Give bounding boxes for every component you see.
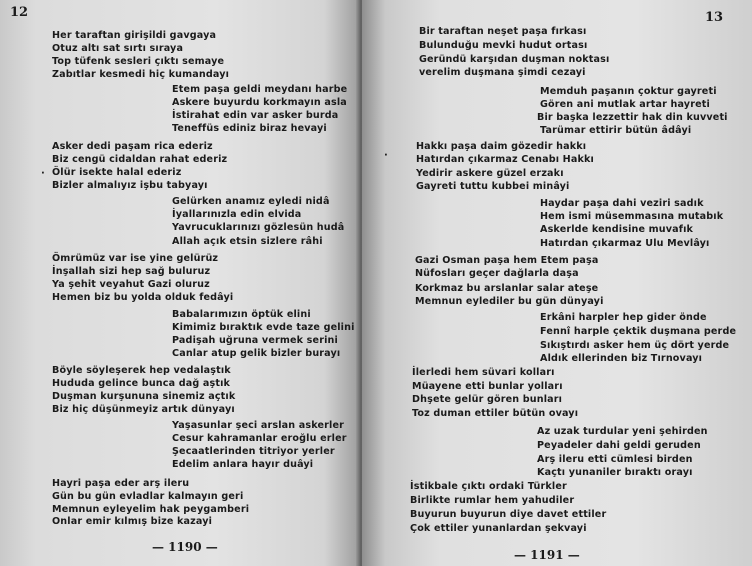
page-footer-number: — 1190 — — [152, 540, 218, 554]
page-number: 13 — [705, 10, 724, 25]
verse-line: Gazi Osman paşa hem Etem paşa — [415, 255, 599, 266]
verse-line: Kimimiz bıraktık evde taze gelini — [172, 322, 355, 333]
verse-line: Memduh paşanın çoktur gayreti — [540, 86, 717, 97]
verse-line: Nüfosları geçer dağlarla daşa — [415, 268, 579, 279]
verse-line: Padişah uğruna vermek serini — [172, 335, 338, 346]
verse-line: Birlikte rumlar hem yahudiler — [410, 495, 575, 506]
verse-line: Her taraftan girişildi gavgaya — [52, 30, 217, 41]
verse-line: Otuz altı sat sırtı sıraya — [52, 43, 184, 54]
verse-line: Erkâni harpler hep gider önde — [540, 312, 707, 323]
verse-line: Yavrucuklarınızı gözlesün hudâ — [172, 222, 345, 233]
verse-line: İstirahat edin var asker burda — [172, 110, 339, 121]
page-number: 12 — [10, 5, 29, 20]
verse-line: İlerledi hem süvari kolları — [412, 367, 555, 378]
verse-line: Buyurun buyurun diye davet ettiler — [410, 509, 607, 520]
verse-line: Haydar paşa dahi veziri sadık — [540, 198, 704, 209]
verse-line: Hayri paşa eder arş ileru — [52, 478, 190, 489]
verse-line: Biz hiç düşünmeyiz artık dünyayı — [52, 404, 235, 415]
verse-line: Az uzak turdular yeni şehirden — [537, 426, 708, 437]
verse-line: Edelim anlara hayır duâyi — [172, 459, 314, 470]
verse-line: Duşman kurşununa sinemiz açtık — [52, 391, 236, 402]
verse-line: Hatırdan çıkarmaz Ulu Mevlâyı — [540, 238, 710, 249]
verse-line: Geründü karşıdan duşman noktası — [419, 54, 610, 65]
verse-line: Tarümar ettirir bütün âdâyi — [540, 125, 692, 136]
verse-line: Zabıtlar kesmedi hiç kumandayı — [52, 69, 230, 80]
verse-line: Korkmaz bu arslanlar salar ateşe — [415, 283, 599, 294]
verse-line: Askere buyurdu korkmayın asla — [172, 97, 347, 108]
verse-line: İstikbale çıktı ordaki Türkler — [410, 481, 567, 492]
verse-line: verelim duşmana şimdi cezayi — [419, 67, 586, 78]
verse-line: Askerlde kendisine muvafık — [540, 224, 694, 235]
verse-line: Peyadeler dahi geldi geruden — [537, 440, 701, 451]
verse-line: Böyle söyleşerek hep vedalaştık — [52, 365, 231, 376]
page-footer-number: — 1191 — — [514, 548, 580, 562]
verse-line: Hududa gelince bunca dağ aştık — [52, 378, 231, 389]
verse-line: Gün bu gün evladlar kalmayın geri — [52, 491, 244, 502]
verse-line: Canlar atup gelik bizler burayı — [172, 348, 341, 359]
verse-line: Hakkı paşa daim gözedir hakkı — [416, 141, 587, 152]
verse-line: Ölür isekte halal ederiz — [52, 167, 182, 178]
verse-line: Etem paşa geldi meydanı harbe — [172, 84, 348, 95]
verse-line: Hem ismi müsemmasına mutabık — [540, 211, 724, 222]
verse-line: Yedirir askere güzel erzakı — [416, 168, 564, 179]
verse-line: İyallarınızla edin elvida — [172, 209, 302, 220]
verse-line: Ömrümüz var ise yine gelürüz — [52, 253, 219, 264]
verse-line: Hatırdan çıkarmaz Cenabı Hakkı — [416, 154, 594, 165]
verse-line: Toz duman ettiler bütün ovayı — [412, 408, 579, 419]
verse-line: Onlar emir kılmış bize kazayi — [52, 516, 213, 527]
verse-line: Sıkıştırdı asker hem üç dört yerde — [540, 340, 730, 351]
verse-line: Fennî harple çektik duşmana perde — [540, 326, 737, 337]
left-page: 12 Her taraftan girişildi gavgaya Otuz altı sat sırtı sıraya Top tüfenk sesleri çıktı semaye Zabıtlar kesmedi hiç kumandayı Etem paşa geldi meydanı harbe Askere buyurdu korkmayın asla İstirahat edin var asker burda Teneffüs ediniz biraz hevayi Asker dedi paşam rica ederiz Biz cengü cidaldan rahat ederiz Ölür isekte halal ederiz Bizler almalıyız işbu tabyayı Gelürken anamız eyledi nidâ İyallarınızla edin elvida Yavrucuklarınızı gözlesün hudâ Allah açık etsin sizlere râhi Ömrümüz var ise yine gelürüz İnşallah sizi hep sağ buluruz Ya şehit veyahut Gazi oluruz Hemen biz bu yolda olduk fedâyi Babalarımızın öptük elini Kimimiz bıraktık evde taze gelini Padişah uğruna vermek serini Canlar atup gelik bizler burayı Böyle söyleşerek hep vedalaştık Hududa gelince bunca dağ aştık Duşman kurşununa sinemiz açtık Biz hiç düşünmeyiz artık dünyayı Yaşasunlar şeci arslan askerler Cesur kahramanlar eroğlu erler Şecaatlerinden titriyor yerler Edelim anlara hayır duâyi Hayri paşa eder arş ileru Gün bu gün evladlar kalmayın geri Memnun eyleyelim hak peygamberi Onlar emir kılmış bize kazayi · — 1190 — — [0, 0, 360, 566]
verse-line: Teneffüs ediniz biraz hevayi — [172, 123, 327, 134]
verse-line: Müayene etti bunlar yolları — [412, 381, 563, 392]
verse-line: Ya şehit veyahut Gazi oluruz — [52, 279, 210, 290]
verse-line: Şecaatlerinden titriyor yerler — [172, 446, 335, 457]
verse-line: Yaşasunlar şeci arslan askerler — [172, 420, 345, 431]
verse-line: Memnun eylediler bu gün dünyayi — [415, 296, 604, 307]
verse-line: Memnun eyleyelim hak peygamberi — [52, 504, 250, 515]
verse-line: Cesur kahramanlar eroğlu erler — [172, 433, 347, 444]
verse-line: Arş ileru etti cümlesi birden — [537, 454, 693, 465]
verse-line: Gayreti tuttu kubbei minâyi — [416, 181, 570, 192]
verse-line: Asker dedi paşam rica ederiz — [52, 141, 213, 152]
verse-line: Gören ani mutlak artar hayreti — [540, 99, 710, 110]
verse-line: Bir taraftan neşet paşa fırkası — [419, 26, 587, 37]
verse-line: İnşallah sizi hep sağ buluruz — [52, 266, 211, 277]
verse-line: Babalarımızın öptük elini — [172, 309, 311, 320]
verse-line: Çok ettiler yunanlardan şekvayi — [410, 523, 587, 534]
verse-line: Kaçtı yunaniler bıraktı orayı — [537, 467, 693, 478]
verse-line: Bizler almalıyız işbu tabyayı — [52, 180, 208, 191]
verse-line: Biz cengü cidaldan rahat ederiz — [52, 154, 228, 165]
verse-line: Bir başka lezzettir hak din kuvveti — [537, 112, 728, 123]
verse-line: Bulunduğu mevki hudut ortası — [419, 40, 588, 51]
verse-line: Allah açık etsin sizlere râhi — [172, 236, 323, 247]
right-page: 13 Bir taraftan neşet paşa fırkası Bulunduğu mevki hudut ortası Geründü karşıdan duşman noktası verelim duşmana şimdi cezayi Memduh paşanın çoktur gayreti Gören ani mutlak artar hayreti Bir başka lezzettir hak din kuvveti Tarümar ettirir bütün âdâyi Hakkı paşa daim gözedir hakkı Hatırdan çıkarmaz Cenabı Hakkı Yedirir askere güzel erzakı Gayreti tuttu kubbei minâyi Haydar paşa dahi veziri sadık Hem ismi müsemmasına mutabık Askerlde kendisine muvafık Hatırdan çıkarmaz Ulu Mevlâyı Gazi Osman paşa hem Etem paşa Nüfosları geçer dağlarla daşa Korkmaz bu arslanlar salar ateşe Memnun eylediler bu gün dünyayi Erkâni harpler hep gider önde Fennî harple çektik duşmana perde Sıkıştırdı asker hem üç dört yerde Aldık ellerinden biz Tırnovayı İlerledi hem süvari kolları Müayene etti bunlar yolları Dhşete gelür gören bunları Toz duman ettiler bütün ovayı Az uzak turdular yeni şehirden Peyadeler dahi geldi geruden Arş ileru etti cümlesi birden Kaçtı yunaniler bıraktı orayı İstikbale çıktı ordaki Türkler Birlikte rumlar hem yahudiler Buyurun buyurun diye davet ettiler Çok ettiler yunanlardan şekvayi · — 1191 — — [362, 0, 752, 566]
verse-line: Aldık ellerinden biz Tırnovayı — [540, 353, 703, 364]
verse-line: Hemen biz bu yolda olduk fedâyi — [52, 292, 234, 303]
verse-line: Gelürken anamız eyledi nidâ — [172, 196, 330, 207]
verse-line: Top tüfenk sesleri çıktı semaye — [52, 56, 225, 67]
verse-line: Dhşete gelür gören bunları — [412, 394, 563, 405]
